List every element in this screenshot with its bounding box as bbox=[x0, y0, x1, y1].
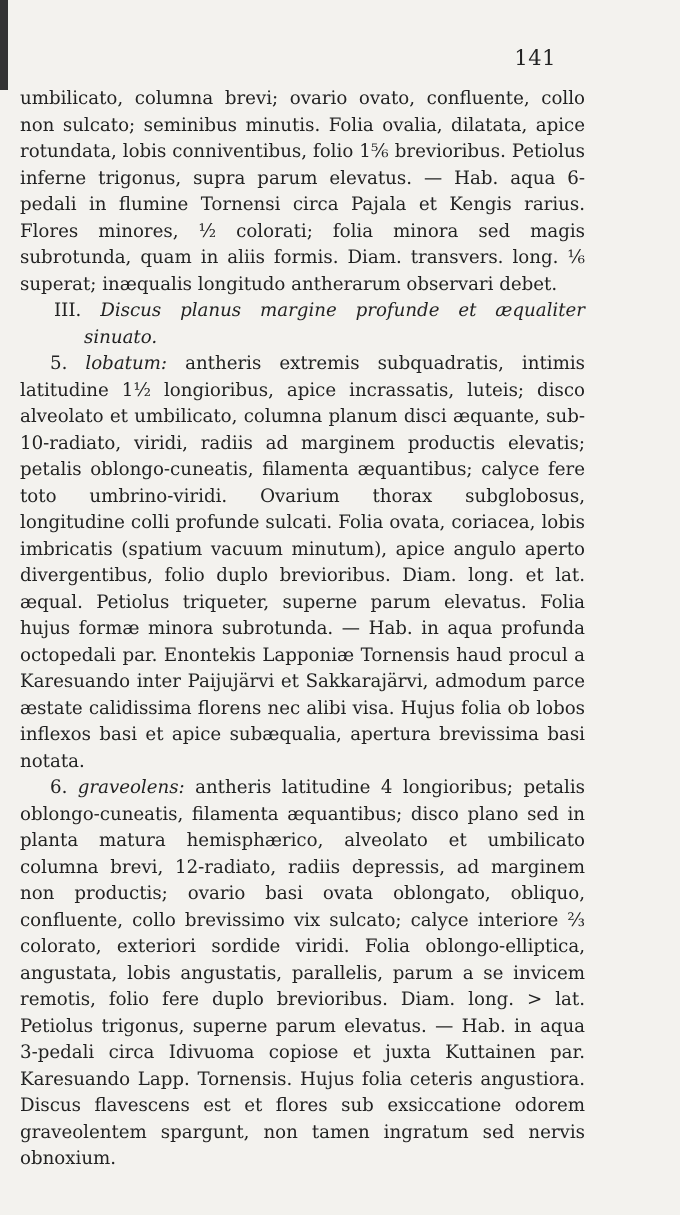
entry-number: 5. bbox=[50, 353, 68, 374]
entry-text: antheris extremis subquadratis, intimis latitudine 1½ longioribus, apice incrassatis, luteis; disco alveolato et umbilicato, columna planum disci æquante, sub-10-radiato, viridi, radiis ad marginem productis elevatis; petalis oblongo-cuneatis, filamenta æquantibus; calyce fere toto umbrino-viridi. Ovarium thorax subglobosus, longitudine colli profunde sulcati. Folia ovata, coriacea, lobis imbricatis (spatium vacuum minutum), apice angulo aperto divergentibus, folio duplo brevioribus. Diam. long. et lat. æqual. Petiolus triqueter, superne parum elevatus. Folia hujus formæ minora subrotunda. — Hab. in aqua profunda octopedali par. Enontekis Lapponiæ Tornensis haud procul a Karesuando inter Paijujärvi et Sakkarajärvi, admodum parce æstate calidissima florens nec alibi visa. Hujus folia ob lobos inflexos basi et apice subæqualia, apertura brevissima basi notata. bbox=[20, 353, 585, 772]
paragraph-continued: umbilicato, columna brevi; ovario ovato, confluente, collo non sulcato; seminibus minutis. Folia ovalia, dilatata, apice rotundata, lobis conniventibus, folio 1⅚ brevioribus. Petiolus inferne trigonus, supra parum elevatus. — Hab. aqua 6-pedali in flumine Tornensi circa Pajala et Kengis rarius. Flores minores, ½ colorati; folia minora sed magis subrotunda, quam in aliis formis. Diam. transvers. long. ⅙ superat; inæqualis longitudo antherarum observari debet. bbox=[20, 88, 585, 295]
species-name: graveolens: bbox=[77, 777, 185, 798]
binding-edge bbox=[0, 0, 8, 90]
entry-number: 6. bbox=[50, 777, 68, 798]
species-name: lobatum: bbox=[85, 353, 168, 374]
entry-lobatum bbox=[20, 351, 585, 775]
section-title: Discus planus margine profunde et æqualiter sinuato. bbox=[84, 300, 585, 348]
body-text bbox=[20, 86, 585, 1173]
entry-graveolens bbox=[20, 775, 585, 1173]
section-number: III. bbox=[54, 300, 82, 321]
entry-text: antheris latitudine 4 longioribus; petalis oblongo-cuneatis, filamenta æquantibus; disco plano sed in planta matura hemisphærico, alveolato et umbilicato columna brevi, 12-radiato, radiis depressis, ad marginem non productis; ovario basi ovata oblongato, obliquo, confluente, collo brevissimo vix sulcato; calyce interiore ⅔ colorato, exteriori sordide viridi. Folia oblongo-elliptica, angustata, lobis angustatis, parallelis, parum a se invicem remotis, folio fere duplo brevioribus. Diam. long. > lat. Petiolus trigonus, superne parum elevatus. — Hab. in aqua 3-pedali circa Idivuoma copiose et juxta Kuttainen par. Karesuando Lapp. Tornensis. Hujus folia ceteris angustiora. Discus flavescens est et flores sub exsiccatione odorem graveolentem spargunt, non tamen ingratum sed nervis obnoxium. bbox=[20, 777, 585, 1169]
section-heading bbox=[20, 298, 585, 351]
page-number: 141 bbox=[514, 46, 556, 70]
